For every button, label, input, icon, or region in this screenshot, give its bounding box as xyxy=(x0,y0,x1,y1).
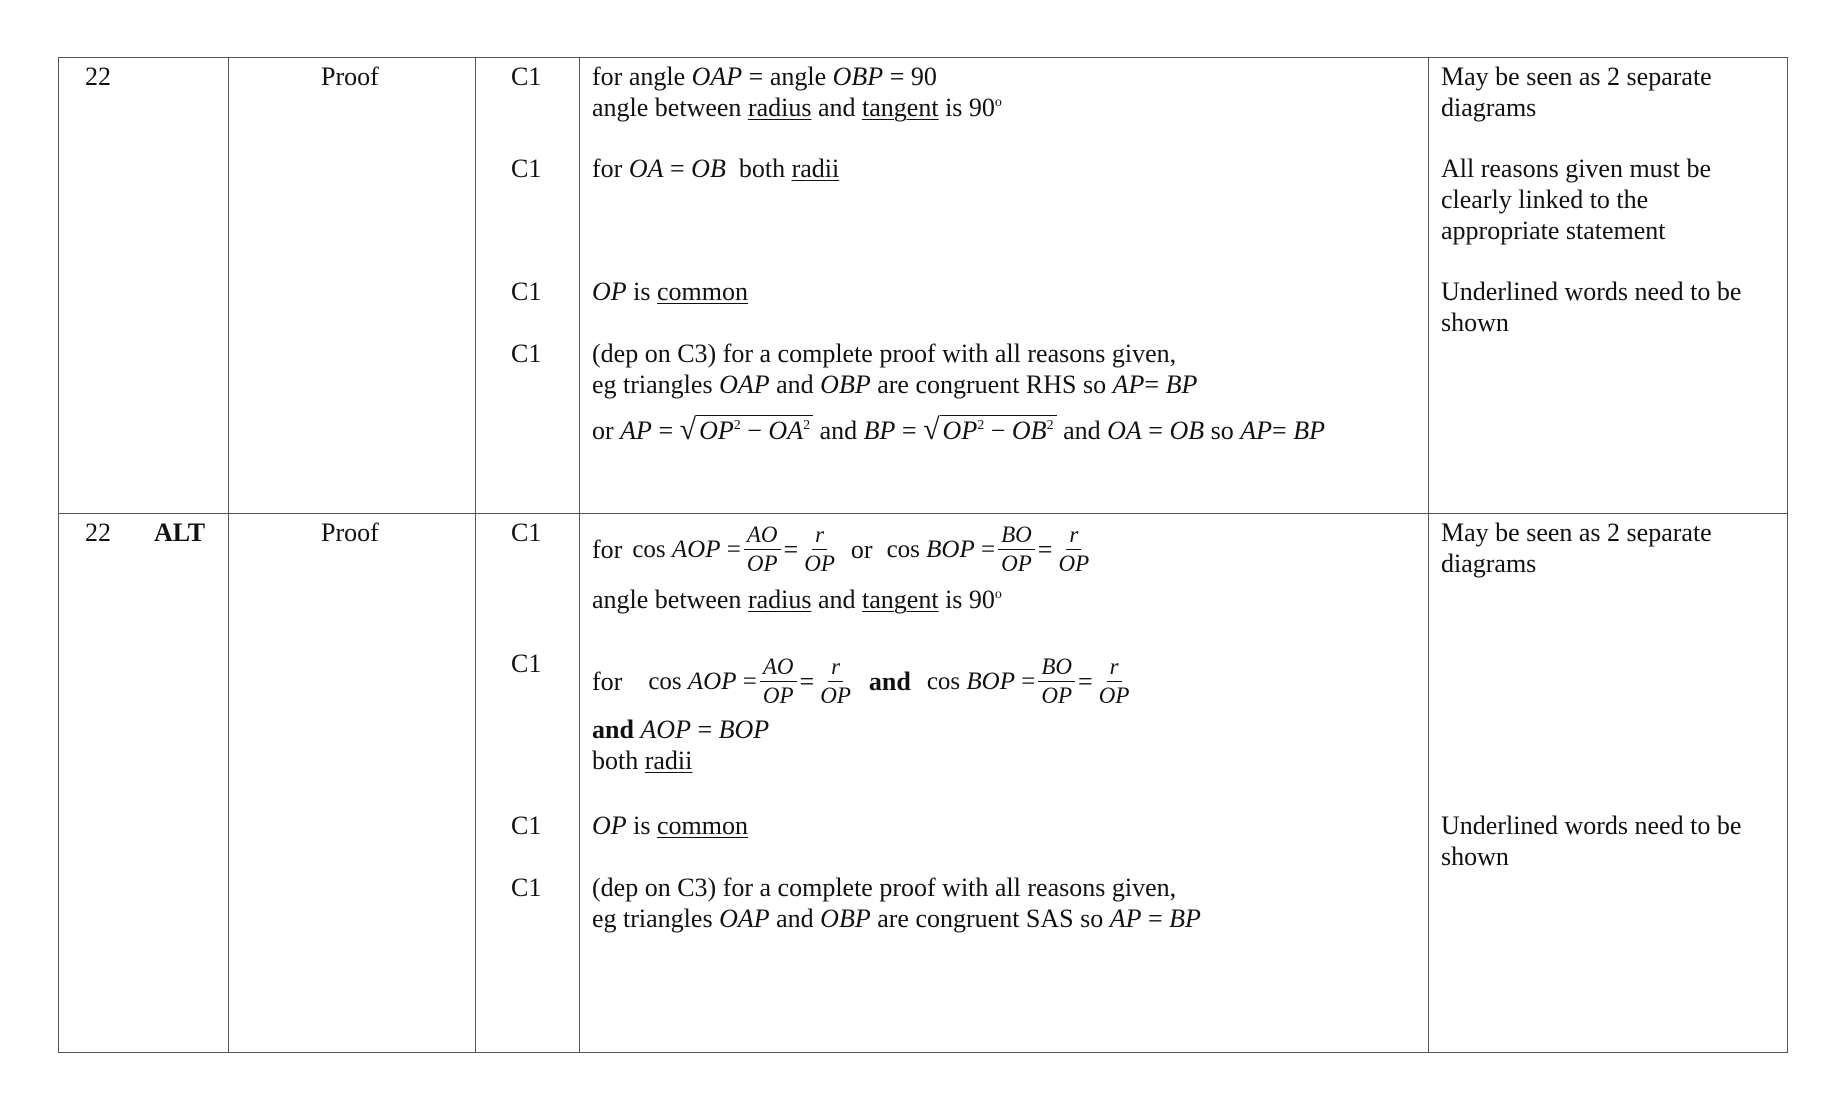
fraction: $\frac{AO}{OP}$ xyxy=(760,653,797,710)
mark-code: C1 xyxy=(511,62,542,91)
mark-guidance-c2: for cos AOP = $\frac{AO}{OP}$ = $\frac{r}{OP}$ and cos BOP = $\frac{BO}{OP}$ = $\frac{r}{OP}$ and AOP = BOP both radii xyxy=(592,648,1135,776)
square-root: √ $OP^2 - OB^2$ xyxy=(923,412,1056,449)
mark-guidance-c4: (dep on C3) for a complete proof with all reasons given, eg triangles OAP and OBP are congruent RHS so AP= BP or AP = √ $OP^2 - OA^2$ and BP = √ $OP^2 - OB^2$ and OA = OB so AP= BP xyxy=(592,338,1325,449)
mark-code: C1 xyxy=(511,518,542,547)
mark-code: C1 xyxy=(511,339,542,368)
column-divider xyxy=(475,58,476,1052)
mark-code: C1 xyxy=(511,873,542,902)
fraction: $\frac{BO}{OP}$ xyxy=(1038,653,1075,710)
mark-code: C1 xyxy=(511,811,542,840)
fraction: $\frac{r}{OP}$ xyxy=(820,653,851,708)
column-divider xyxy=(1428,58,1429,1052)
mark-guidance-c3: OP is common xyxy=(592,277,749,306)
additional-guidance: May be seen as 2 separate diagrams xyxy=(1441,518,1712,578)
additional-guidance: May be seen as 2 separate diagrams xyxy=(1441,62,1712,122)
additional-guidance: All reasons given must be clearly linked to the appropriate statement xyxy=(1441,154,1712,245)
square-root: √ $OP^2 - OA^2$ xyxy=(680,412,813,449)
additional-guidance: Underlined words need to be shown xyxy=(1441,811,1742,871)
alt-label: ALT xyxy=(154,518,206,547)
column-divider xyxy=(579,58,580,1052)
mark-code: C1 xyxy=(511,277,542,306)
mark-scheme-table xyxy=(58,57,1788,1053)
fraction: $\frac{r}{OP}$ xyxy=(1058,521,1090,576)
fraction: $\frac{r}{OP}$ xyxy=(1098,653,1130,708)
mark-code: C1 xyxy=(511,154,542,183)
fraction: $\frac{BO}{OP}$ xyxy=(998,521,1035,578)
mark-code: C1 xyxy=(511,649,542,678)
mark-guidance-c3: OP is common xyxy=(592,811,749,840)
row-divider xyxy=(59,513,1787,514)
additional-guidance: Underlined words need to be shown xyxy=(1441,277,1742,337)
question-number: 22 xyxy=(85,62,111,91)
fraction: $\frac{AO}{OP}$ xyxy=(744,521,781,578)
answer-cell: Proof xyxy=(321,62,379,91)
mark-guidance-c1: for angle OAP = angle OBP = 90 angle between radius and tangent is 90$^o$ xyxy=(592,62,1002,122)
mark-guidance-c4: (dep on C3) for a complete proof with all reasons given, eg triangles OAP and OBP are congruent SAS so AP = BP xyxy=(592,873,1201,933)
mark-guidance-c1: for cos AOP = $\frac{AO}{OP}$ = $\frac{r}{OP}$ or cos BOP = $\frac{BO}{OP}$ = $\frac{r}{OP}$ angle between radius and tangent is 90$^o$ xyxy=(592,516,1095,615)
mark-guidance-c2: for OA = OB both radii xyxy=(592,154,840,183)
question-number: 22 xyxy=(85,518,111,547)
column-divider xyxy=(228,58,229,1052)
answer-cell: Proof xyxy=(321,518,379,547)
fraction: $\frac{r}{OP}$ xyxy=(804,521,835,576)
